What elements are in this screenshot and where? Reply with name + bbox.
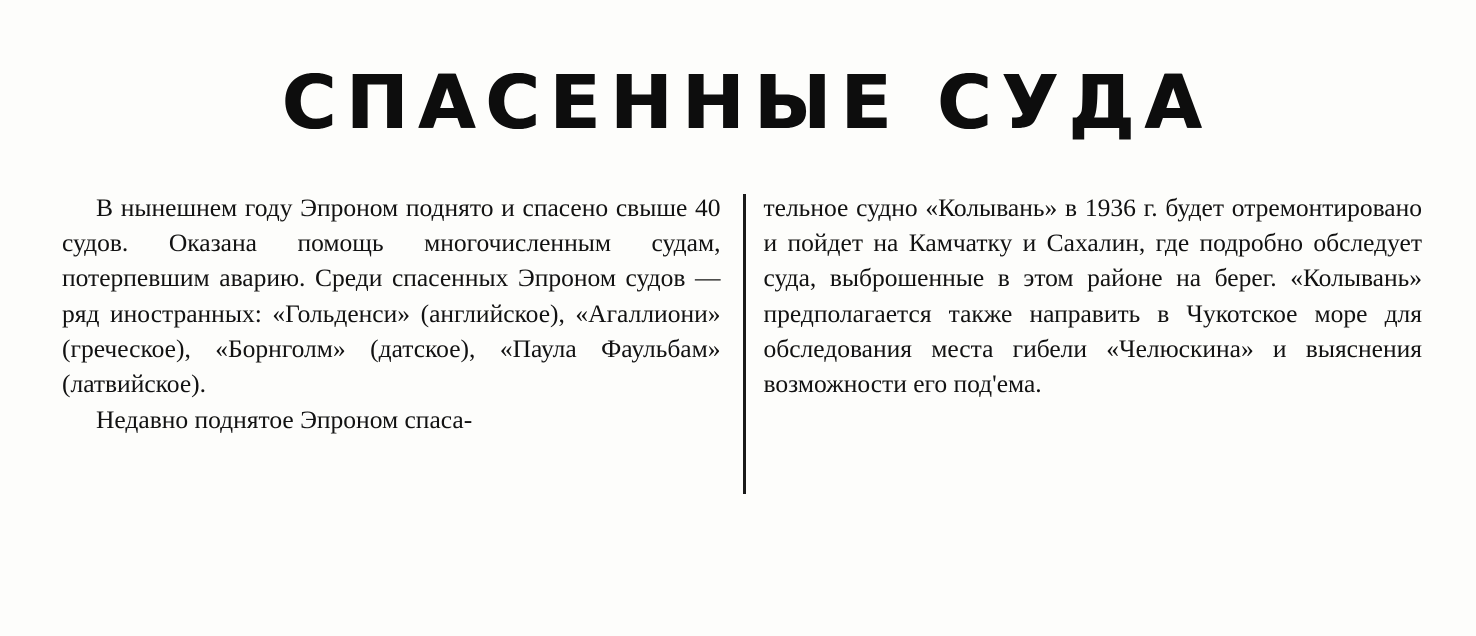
- article-column-left: [62, 190, 743, 437]
- article-columns: [62, 190, 1422, 494]
- article-column-right: [760, 190, 1423, 401]
- paragraph: [62, 190, 721, 401]
- column-divider: [743, 194, 746, 494]
- paragraph: [764, 190, 1423, 401]
- page-title: СПАСЕННЫЕ СУДА: [282, 60, 1212, 146]
- paragraph-text: тельное судно «Колывань» в 1936 г. будет отремонтировано и пойдет на Камчатку и Сахалин, где подробно обследует суда, выброшенные в этом районе на берег. «Колывань» предполагается также направить в Чукотское море для обследования места гибели «Челюскина» и выяснения возможности его под'ема.: [763, 193, 1422, 398]
- paragraph-text: В нынешнем году Эпроном поднято и спасено свыше 40 судов. Оказана помощь многочисленным судам, потерпевшим аварию. Среди спасенных Эпроном судов — ряд иностранных: «Гольденси» (английское), «Агаллиони» (греческое), «Борнголм» (датское), «Паула Фаульбам» (латвийское).: [62, 193, 721, 398]
- paragraph-text: Недавно поднятое Эпроном спаса-: [96, 405, 473, 435]
- paragraph: [62, 402, 721, 437]
